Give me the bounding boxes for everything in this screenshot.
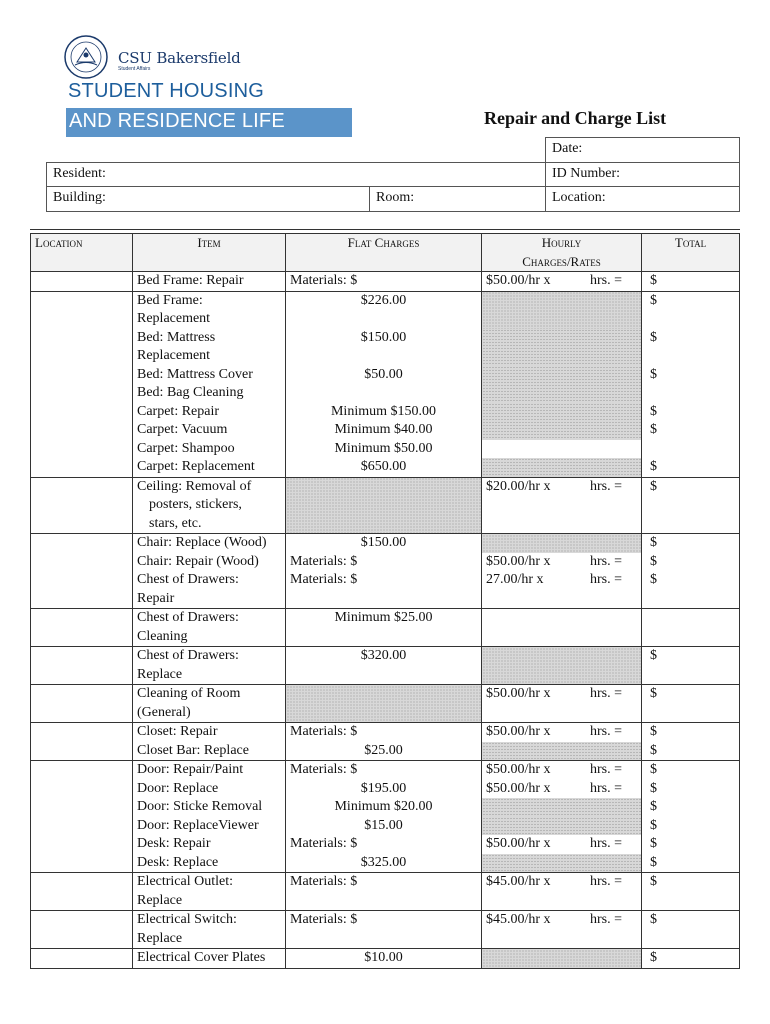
logo-housing-line1: STUDENT HOUSING [68,80,264,102]
item-text: Bed: Mattress Cover [137,366,253,382]
flat-charge-cell: $195.00 [286,780,482,799]
hours-label[interactable]: hrs. = [590,836,623,851]
total-cell[interactable]: $ [642,571,740,609]
hours-label[interactable]: hrs. = [590,686,623,701]
location-cell[interactable] [31,817,133,836]
item-text: Replacement [137,348,211,363]
item-cell [133,798,286,817]
logo-housing-line2: AND RESIDENCE LIFE [66,108,352,137]
item-text: Bed Frame: [137,292,203,308]
item-text: (General) [137,704,191,720]
item-text: Chest of Drawers: [137,648,239,663]
total-cell[interactable]: $ [642,534,740,553]
hourly-rate-cell [482,761,642,780]
item-text: Chest of Drawers: [137,610,239,625]
item-text: Replace [137,930,183,946]
table-row [31,571,740,609]
flat-charge-cell: $325.00 [286,854,482,873]
flat-header-label: Flat Charges [347,235,420,250]
hourly-rate-text: $45.00/hr x [486,912,551,927]
hourly-rate-text: $50.00/hr x [486,686,551,701]
hourly-rate-cell [482,685,642,723]
location-cell[interactable] [31,534,133,553]
hours-label[interactable]: hrs. = [590,874,623,889]
total-cell[interactable]: $ [642,458,740,477]
building-field[interactable]: Building: [46,186,370,212]
hourly-rate-cell [482,534,642,553]
location-cell[interactable] [31,477,133,534]
flat-charges-column-header [286,234,482,272]
hourly-rate-cell [482,647,642,685]
item-text: Electrical Switch: [137,912,237,927]
logo-university-name: CSU Bakersfield [118,49,241,67]
table-row [31,854,740,873]
location-cell[interactable] [31,742,133,761]
item-text: Door: Sticke Removal [137,799,263,814]
table-row [31,329,740,366]
location-cell[interactable] [31,723,133,742]
hourly-rate-text: $50.00/hr x [486,836,551,851]
item-cell [133,949,286,969]
location-cell[interactable] [31,835,133,854]
flat-charge-cell: $15.00 [286,817,482,836]
location-cell[interactable] [31,458,133,477]
location-cell[interactable] [31,329,133,366]
location-cell[interactable] [31,949,133,969]
item-cell [133,553,286,572]
hours-label[interactable]: hrs. = [590,780,623,796]
item-text: Door: ReplaceViewer [137,817,259,833]
table-row [31,723,740,742]
item-text: Electrical Outlet: [137,874,234,889]
item-cell [133,647,286,685]
total-header-label: Total [674,235,707,250]
flat-charge-cell: Materials: $ [286,723,482,742]
item-cell [133,477,286,534]
flat-charge-cell: Materials: $ [286,761,482,780]
total-cell[interactable] [642,384,740,403]
hours-label[interactable]: hrs. = [590,762,623,777]
flat-charge-cell: $226.00 [286,291,482,329]
item-text: Ceiling: Removal of [137,478,252,494]
hourly-rate-cell [482,723,642,742]
item-cell [133,761,286,780]
item-text: stars, etc. [149,515,202,531]
hourly-rate-cell [482,384,642,403]
item-text: Closet Bar: Replace [137,742,249,758]
hourly-rate-cell [482,366,642,385]
item-text: Chest of Drawers: [137,572,239,587]
total-cell[interactable]: $ [642,911,740,949]
logo-subtitle: Student Affairs [118,66,151,72]
item-cell [133,685,286,723]
item-text: Carpet: Replacement [137,459,255,474]
item-text: Replace [137,666,183,682]
total-cell[interactable]: $ [642,329,740,366]
total-cell[interactable]: $ [642,835,740,854]
item-text: Bed: Mattress [137,329,216,345]
item-cell [133,854,286,873]
hourly-rate-cell [482,949,642,969]
table-row [31,553,740,572]
total-cell[interactable]: $ [642,742,740,761]
table-row [31,534,740,553]
item-text: Replace [137,892,183,908]
hourly-rate-cell [482,873,642,911]
item-cell [133,440,286,459]
flat-charge-cell: Minimum $150.00 [286,403,482,422]
location-cell[interactable] [31,272,133,292]
location-cell[interactable] [31,761,133,780]
item-header-label: Item [197,235,221,250]
hourly-rate-text: $50.00/hr x [486,724,551,739]
date-field[interactable]: Date: [545,137,740,163]
total-cell[interactable]: $ [642,421,740,440]
hourly-rate-cell [482,477,642,534]
hourly-rate-text: $50.00/hr x [486,273,551,288]
table-row [31,384,740,403]
table-row [31,291,740,329]
hourly-rate-text: $20.00/hr x [486,478,551,494]
table-row [31,911,740,949]
table-row [31,403,740,422]
location-cell[interactable] [31,780,133,799]
total-cell[interactable]: $ [642,761,740,780]
total-cell[interactable] [642,609,740,647]
item-cell [133,403,286,422]
location-cell[interactable] [31,384,133,403]
location-field[interactable]: Location: [545,186,740,212]
total-cell[interactable]: $ [642,272,740,292]
flat-charge-cell [286,477,482,534]
item-cell [133,534,286,553]
room-field[interactable]: Room: [369,186,546,212]
table-row [31,949,740,969]
location-cell[interactable] [31,421,133,440]
hours-label[interactable]: hrs. = [590,724,623,739]
total-cell[interactable]: $ [642,854,740,873]
flat-charge-cell: Materials: $ [286,553,482,572]
total-cell[interactable]: $ [642,723,740,742]
table-row [31,685,740,723]
table-row [31,780,740,799]
table-row [31,366,740,385]
table-row [31,761,740,780]
hourly-rate-cell [482,553,642,572]
charge-table [30,233,740,969]
location-cell[interactable] [31,291,133,329]
flat-charge-cell: $650.00 [286,458,482,477]
table-row [31,817,740,836]
total-cell[interactable] [642,440,740,459]
hourly-rate-cell [482,571,642,609]
item-cell [133,272,286,292]
flat-charge-cell: $25.00 [286,742,482,761]
flat-charge-cell: Materials: $ [286,571,482,609]
total-cell[interactable]: $ [642,685,740,723]
item-cell [133,609,286,647]
table-row [31,798,740,817]
hourly-rate-cell [482,291,642,329]
location-cell[interactable] [31,854,133,873]
page-title: Repair and Charge List [484,108,667,128]
location-column-header: Location [31,234,133,272]
flat-charge-cell: $50.00 [286,366,482,385]
hourly-rate-cell [482,854,642,873]
university-seal-icon [63,34,109,80]
hourly-rate-cell [482,609,642,647]
hourly-rate-cell [482,458,642,477]
item-text: posters, stickers, [149,497,242,512]
item-text: Door: Replace [137,780,219,796]
total-cell[interactable]: $ [642,291,740,329]
item-text: Carpet: Vacuum [137,422,228,437]
flat-charge-cell: Materials: $ [286,873,482,911]
item-text: Carpet: Shampoo [137,440,235,456]
item-text: Door: Repair/Paint [137,762,244,777]
hourly-rate-cell [482,272,642,292]
flat-charge-cell: Minimum $20.00 [286,798,482,817]
item-text: Chair: Repair (Wood) [137,553,259,569]
total-column-header [642,234,740,272]
item-cell [133,780,286,799]
hourly-header-line2: Charges/Rates [522,253,601,269]
total-cell[interactable]: $ [642,403,740,422]
item-cell [133,911,286,949]
hourly-header-line1: Hourly [541,235,582,250]
total-cell[interactable]: $ [642,366,740,385]
item-cell [133,458,286,477]
item-cell [133,742,286,761]
location-cell[interactable] [31,911,133,949]
hours-label[interactable]: hrs. = [590,912,623,927]
resident-field[interactable]: Resident: [46,162,546,187]
item-text: Replacement [137,311,211,326]
hours-label[interactable]: hrs. = [590,273,623,288]
table-row [31,421,740,440]
flat-charge-cell: Minimum $25.00 [286,609,482,647]
hourly-column-header [482,234,642,272]
flat-charge-cell: $150.00 [286,329,482,366]
table-row [31,835,740,854]
location-cell[interactable] [31,873,133,911]
item-text: Bed: Bag Cleaning [137,385,244,400]
total-cell[interactable]: $ [642,873,740,911]
total-cell[interactable]: $ [642,780,740,799]
item-cell [133,384,286,403]
item-text: Bed Frame: Repair [137,273,244,288]
id-number-field[interactable]: ID Number: [545,162,740,187]
hourly-rate-cell [482,798,642,817]
flat-charge-cell: Materials: $ [286,272,482,292]
flat-charge-cell: Materials: $ [286,911,482,949]
item-text: Carpet: Repair [137,403,220,419]
hourly-rate-text: 27.00/hr x [486,572,544,587]
table-row [31,477,740,534]
location-cell[interactable] [31,440,133,459]
item-cell [133,571,286,609]
item-cell [133,723,286,742]
item-cell [133,366,286,385]
item-text: Cleaning [137,628,188,644]
table-row [31,647,740,685]
location-cell[interactable] [31,571,133,609]
flat-charge-cell: $10.00 [286,949,482,969]
total-cell[interactable]: $ [642,798,740,817]
flat-charge-cell: $150.00 [286,534,482,553]
hourly-rate-text: $50.00/hr x [486,780,551,796]
table-top-rule [30,229,740,230]
item-text: Cleaning of Room [137,686,241,701]
hourly-rate-cell [482,742,642,761]
item-text: Repair [137,590,175,606]
total-cell[interactable]: $ [642,949,740,969]
location-cell[interactable] [31,685,133,723]
hours-label[interactable]: hrs. = [590,572,623,587]
item-text: Closet: Repair [137,724,218,739]
hourly-rate-text: $45.00/hr x [486,874,551,889]
table-row [31,440,740,459]
total-cell[interactable]: $ [642,817,740,836]
item-cell [133,291,286,329]
item-cell [133,329,286,366]
table-row [31,873,740,911]
hours-label[interactable]: hrs. = [590,478,623,494]
table-row [31,609,740,647]
location-cell[interactable] [31,366,133,385]
item-text: Desk: Repair [137,836,211,851]
hourly-rate-cell [482,421,642,440]
item-cell [133,817,286,836]
hourly-rate-cell [482,817,642,836]
flat-charge-cell [286,384,482,403]
flat-charge-cell: $320.00 [286,647,482,685]
table-row [31,458,740,477]
flat-charge-cell: Minimum $50.00 [286,440,482,459]
item-cell [133,873,286,911]
flat-charge-cell: Minimum $40.00 [286,421,482,440]
hourly-rate-text: $50.00/hr x [486,762,551,777]
hourly-rate-cell [482,329,642,366]
item-text: Chair: Replace (Wood) [137,535,267,550]
location-cell[interactable] [31,403,133,422]
item-cell [133,421,286,440]
flat-charge-cell [286,685,482,723]
hourly-rate-cell [482,911,642,949]
hourly-rate-text: $50.00/hr x [486,553,551,569]
item-text: Electrical Cover Plates [137,950,266,965]
item-text: Desk: Replace [137,854,219,870]
item-cell [133,835,286,854]
location-cell[interactable] [31,798,133,817]
table-row [31,742,740,761]
location-cell[interactable] [31,609,133,647]
hourly-rate-cell [482,835,642,854]
total-cell[interactable]: $ [642,647,740,685]
item-column-header [133,234,286,272]
hourly-rate-cell [482,780,642,799]
total-cell[interactable]: $ [642,553,740,572]
hours-label[interactable]: hrs. = [590,553,623,569]
flat-charge-cell: Materials: $ [286,835,482,854]
hourly-rate-cell [482,440,642,459]
total-cell[interactable]: $ [642,477,740,534]
table-row [31,272,740,292]
location-cell[interactable] [31,647,133,685]
location-cell[interactable] [31,553,133,572]
hourly-rate-cell [482,403,642,422]
